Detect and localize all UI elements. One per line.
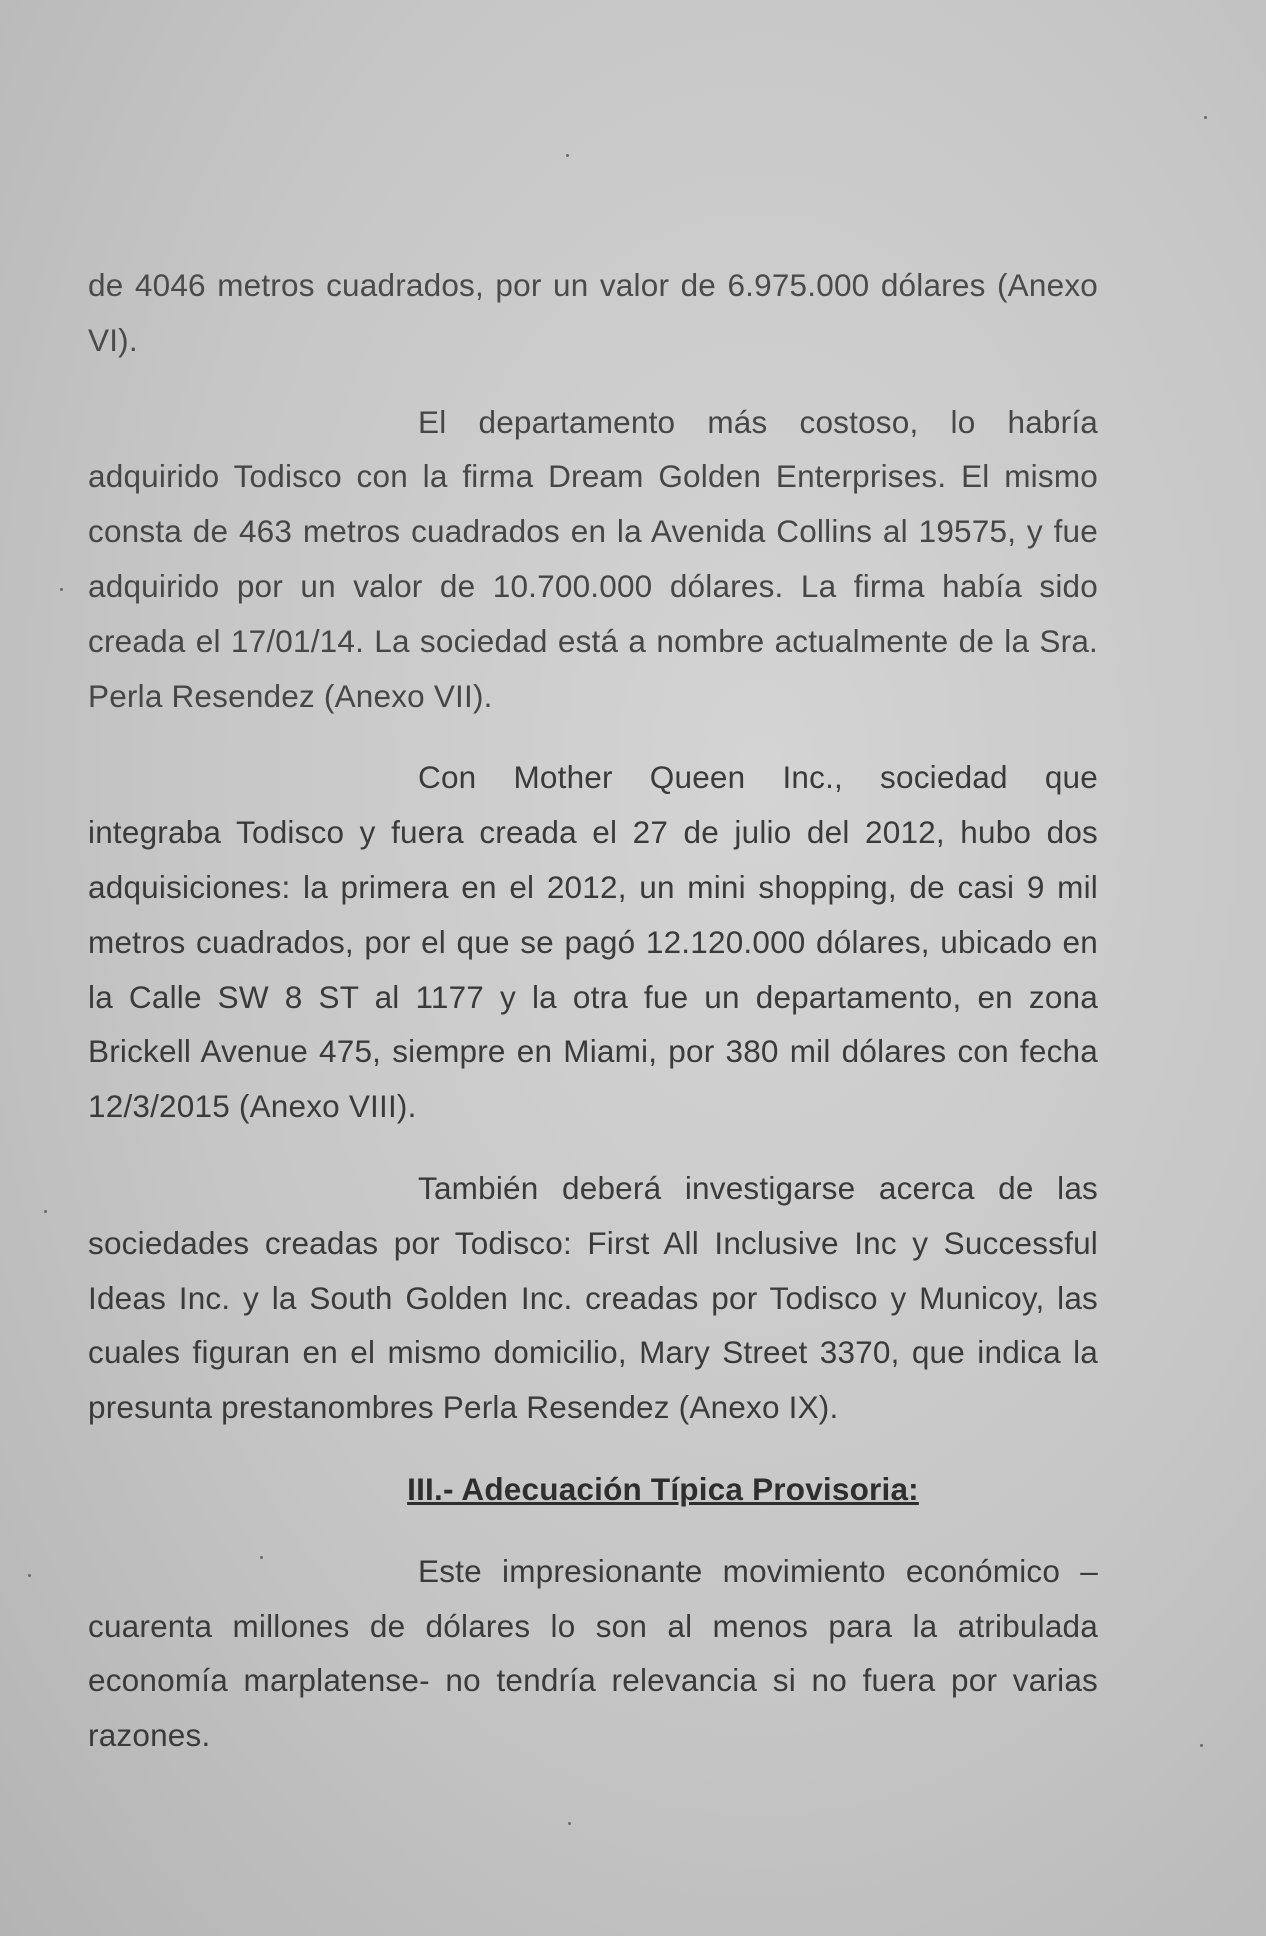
paragraph-2: El departamento más costoso, lo habría adquirido Todisco con la firma Dream Golden Enterprises. El mismo consta de 463 metros cuadrados en la Avenida Collins al 19575, y fue adquirido por un valor de 10.700.000 dólares. La firma había sido creada el 17/01/14. La sociedad está a nombre actualmente de la Sra. Perla Resendez (Anexo VII). [88, 403, 1098, 714]
paragraph-4: También deberá investigarse acerca de las sociedades creadas por Todisco: First All Inclusive Inc y Successful Ideas Inc. y la South Golden Inc. creadas por Todisco y Municoy, las cuales figuran en el mismo domicilio, Mary Street 3370, que indica la presunta prestanombres Perla Resendez (Anexo IX). [88, 1169, 1098, 1426]
paper-speck [566, 154, 569, 157]
paper-speck [60, 588, 63, 591]
paper-speck [568, 1822, 571, 1825]
paragraph-3: Con Mother Queen Inc., sociedad que integraba Todisco y fuera creada el 27 de julio del 2012, hubo dos adquisiciones: la primera en el 2012, un mini shopping, de casi 9 mil metros cuadrados, por el que se pagó 12.120.000 dólares, ubicado en la Calle SW 8 ST al 1177 y la otra fue un departamento, en zona Brickell Avenue 475, siempre en Miami, por 380 mil dólares con fecha 12/3/2015 (Anexo VIII). [88, 759, 1098, 1125]
paper-speck [1200, 1744, 1203, 1747]
paper-speck [44, 1210, 47, 1213]
section-heading: III.- Adecuación Típica Provisoria: [407, 1470, 919, 1507]
paragraph-5: Este impresionante movimiento económico – cuarenta millones de dólares lo son al menos para la atribulada economía marplatense- no tendría relevancia si no fuera por varias razones. [88, 1552, 1098, 1754]
paragraph-1: de 4046 metros cuadrados, por un valor de 6.975.000 dólares (Anexo VI). [88, 267, 1098, 358]
paper-speck [1204, 116, 1207, 119]
document-body [88, 258, 1098, 1790]
paper-speck [28, 1574, 31, 1577]
